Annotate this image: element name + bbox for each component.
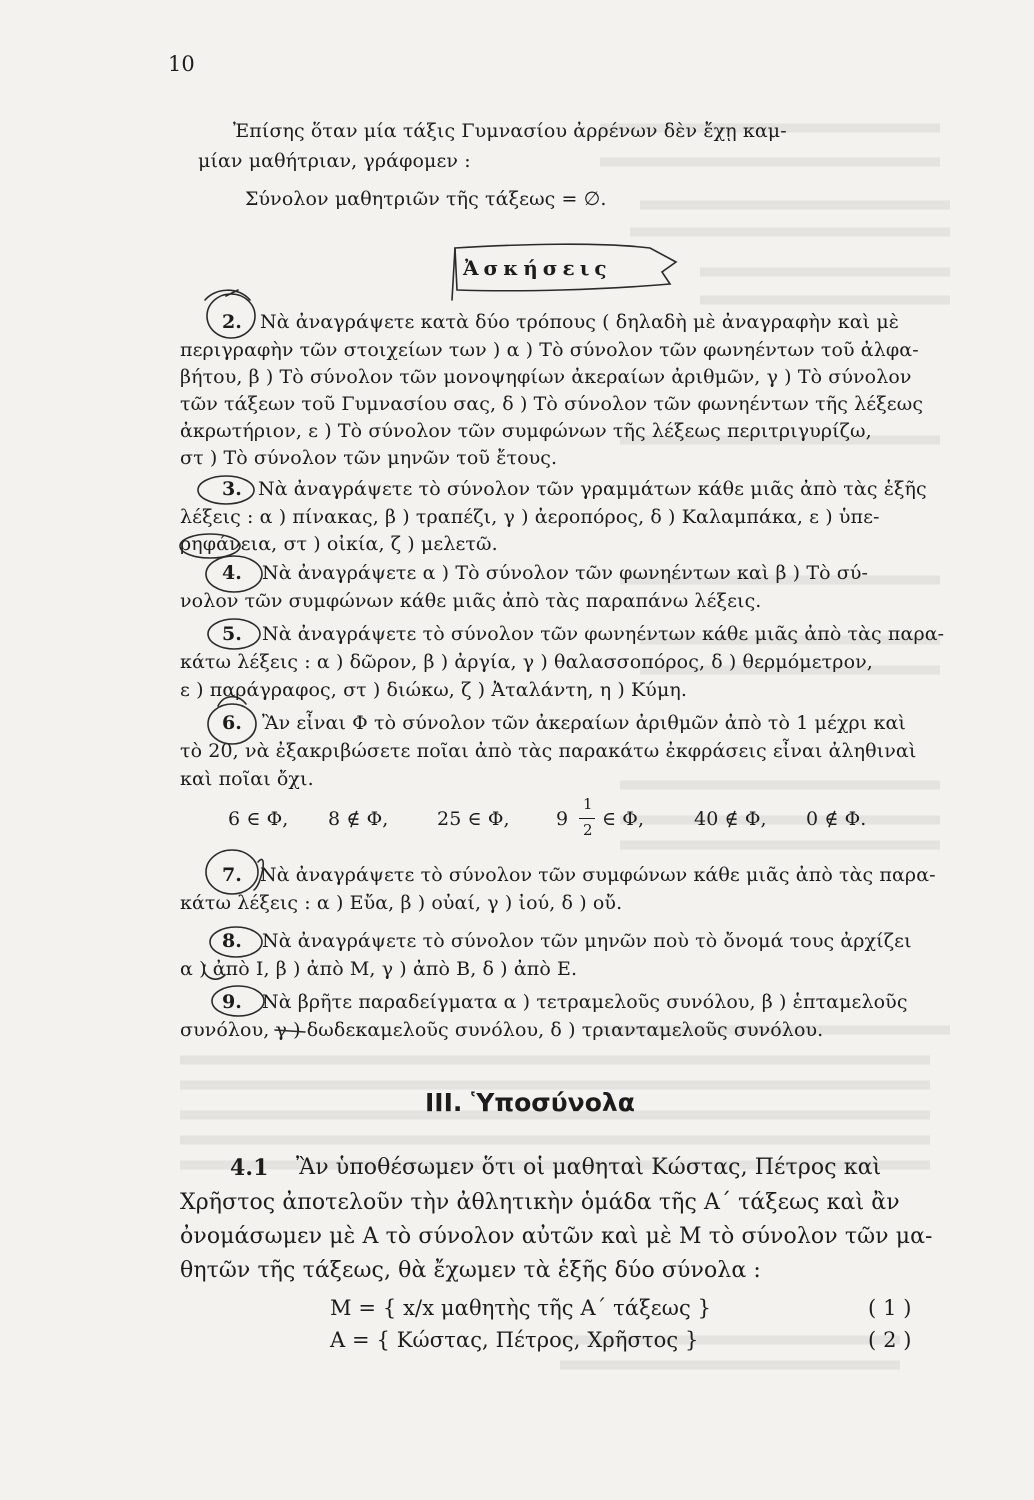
exercise-line: Νὰ βρῆτε παραδείγματα α ) τετραμελοῦς συνόλου, β ) ἑπταμελοῦς bbox=[262, 991, 908, 1013]
exercise-number: 2. bbox=[222, 311, 242, 333]
empty-set-formula: Σύνολον μαθητριῶν τῆς τάξεως = ∅. bbox=[245, 188, 607, 210]
intro-line: μίαν μαθήτριαν, γράφομεν : bbox=[198, 150, 471, 172]
set-equation: Α = { Κώστας, Πέτρος, Χρῆστος } bbox=[330, 1328, 699, 1352]
exercise-line: τῶν τάξεων τοῦ Γυμνασίου σας, δ ) Τὸ σύνολον τῶν φωνηέντων τῆς λέξεως bbox=[180, 393, 924, 415]
page-number: 10 bbox=[168, 52, 195, 76]
section-line: ὀνομάσωμεν μὲ Α τὸ σύνολον αὐτῶν καὶ μὲ Μ τὸ σύνολον τῶν μα- bbox=[180, 1224, 933, 1249]
section-line: θητῶν τῆς τάξεως, θὰ ἔχωμεν τὰ ἑξῆς δύο σύνολα : bbox=[180, 1258, 761, 1283]
exercise-line: στ ) Τὸ σύνολον τῶν μηνῶν τοῦ ἔτους. bbox=[180, 447, 558, 469]
section-heading: ΙΙΙ. Ὑποσύνολα bbox=[425, 1088, 635, 1117]
exercise-number: 3. bbox=[222, 478, 242, 500]
exercise-line: περιγραφὴν τῶν στοιχείων των ) α ) Τὸ σύνολον τῶν φωνηέντων τοῦ ἀλφα- bbox=[180, 339, 919, 361]
exercise-line: συνόλου, γ ) δωδεκαμελοῦς συνόλου, δ ) τριανταμελοῦς συνόλου. bbox=[180, 1019, 824, 1041]
exercise-line: ε ) παράγραφος, στ ) διώκω, ζ ) Ἀταλάντη, η ) Κύμη. bbox=[180, 679, 688, 701]
set-equation: Μ = { x/x μαθητὴς τῆς Α΄ τάξεως } bbox=[330, 1296, 712, 1320]
exercise-line: Νὰ ἀναγράψετε τὸ σύνολον τῶν γραμμάτων κάθε μιᾶς ἀπὸ τὰς ἑξῆς bbox=[258, 478, 927, 500]
exercise-line: Ἂν εἶναι Φ τὸ σύνολον τῶν ἀκεραίων ἀριθμῶν ἀπὸ τὸ 1 μέχρι καὶ bbox=[262, 712, 906, 734]
exercise-line: βήτου, β ) Τὸ σύνολον τῶν μονοψηφίων ἀκεραίων ἀριθμῶν, γ ) Τὸ σύνολον bbox=[180, 366, 912, 388]
exercise-line: λέξεις : α ) πίνακας, β ) τραπέζι, γ ) ἀεροπόρος, δ ) Καλαμπάκα, ε ) ὑπε- bbox=[180, 506, 880, 528]
membership-expression: 25 ∈ Φ, bbox=[437, 808, 510, 830]
exercise-line: κάτω λέξεις : α ) δῶρον, β ) ἀργία, γ ) θαλασσοπόρος, δ ) θερμόμετρον, bbox=[180, 651, 873, 673]
fraction-denominator: 2 bbox=[583, 821, 593, 839]
fraction-bar bbox=[579, 818, 595, 819]
intro-line: Ἐπίσης ὅταν μία τάξις Γυμνασίου ἀρρένων δὲν ἔχῃ καμ- bbox=[233, 120, 787, 142]
exercise-line: Νὰ ἀναγράψετε α ) Τὸ σύνολον τῶν φωνηέντων καὶ β ) Τὸ σύ- bbox=[262, 562, 869, 584]
exercises-title: Ἀσκήσεις bbox=[463, 256, 612, 280]
membership-expression: ∈ Φ, bbox=[602, 808, 645, 830]
exercise-number: 7. bbox=[222, 864, 242, 886]
exercise-number: 9. bbox=[222, 991, 242, 1013]
exercise-line: νολον τῶν συμφώνων κάθε μιᾶς ἀπὸ τὰς παραπάνω λέξεις. bbox=[180, 590, 762, 612]
exercise-line: Νὰ ἀναγράψετε τὸ σύνολον τῶν συμφώνων κάθε μιᾶς ἀπὸ τὰς παρα- bbox=[260, 864, 936, 886]
membership-expression: 8 ∉ Φ, bbox=[328, 808, 389, 830]
membership-expression: 40 ∉ Φ, bbox=[694, 808, 767, 830]
mixed-number-whole: 9 bbox=[556, 808, 569, 830]
membership-expression: 0 ∉ Φ. bbox=[806, 808, 867, 830]
exercise-number: 8. bbox=[222, 930, 242, 952]
exercise-number: 6. bbox=[222, 712, 242, 734]
membership-expression: 6 ∈ Φ, bbox=[228, 808, 289, 830]
paragraph-number: 4.1 bbox=[230, 1155, 269, 1181]
fraction-numerator: 1 bbox=[583, 795, 593, 813]
exercise-number: 5. bbox=[222, 623, 242, 645]
exercise-line: α ) ἀπὸ Ι, β ) ἀπὸ Μ, γ ) ἀπὸ Β, δ ) ἀπὸ Ε. bbox=[180, 958, 578, 980]
exercise-line: ἀκρωτήριον, ε ) Τὸ σύνολον τῶν συμφώνων τῆς λέξεως περιτριγυρίζω, bbox=[180, 420, 872, 442]
exercise-line: Νὰ ἀναγράψετε τὸ σύνολον τῶν μηνῶν ποὺ τὸ ὄνομά τους ἀρχίζει bbox=[262, 930, 912, 952]
exercise-line: τὸ 20, νὰ ἐξακριβώσετε ποῖαι ἀπὸ τὰς παρακάτω ἐκφράσεις εἶναι ἀληθιναὶ bbox=[180, 740, 917, 762]
exercise-line: κάτω λέξεις : α ) Εὔα, β ) οὐαί, γ ) ἰού, δ ) οὔ. bbox=[180, 892, 623, 914]
section-line: Χρῆστος ἀποτελοῦν τὴν ἀθλητικὴν ὁμάδα τῆς Α΄ τάξεως καὶ ἂν bbox=[180, 1190, 900, 1215]
exercise-number: 4. bbox=[222, 562, 242, 584]
exercise-line: καὶ ποῖαι ὄχι. bbox=[180, 768, 314, 790]
section-line: Ἂν ὑποθέσωμεν ὅτι οἱ μαθηταὶ Κώστας, Πέτρος καὶ bbox=[296, 1155, 882, 1180]
equation-label: ( 2 ) bbox=[868, 1328, 912, 1352]
equation-label: ( 1 ) bbox=[868, 1296, 912, 1320]
exercise-line: Νὰ ἀναγράψετε κατὰ δύο τρόπους ( δηλαδὴ μὲ ἀναγραφὴν καὶ μὲ bbox=[260, 311, 900, 333]
exercise-line: ρηφάνεια, στ ) οἰκία, ζ ) μελετῶ. bbox=[180, 533, 498, 555]
exercise-line: Νὰ ἀναγράψετε τὸ σύνολον τῶν φωνηέντων κάθε μιᾶς ἀπὸ τὰς παρα- bbox=[262, 623, 945, 645]
